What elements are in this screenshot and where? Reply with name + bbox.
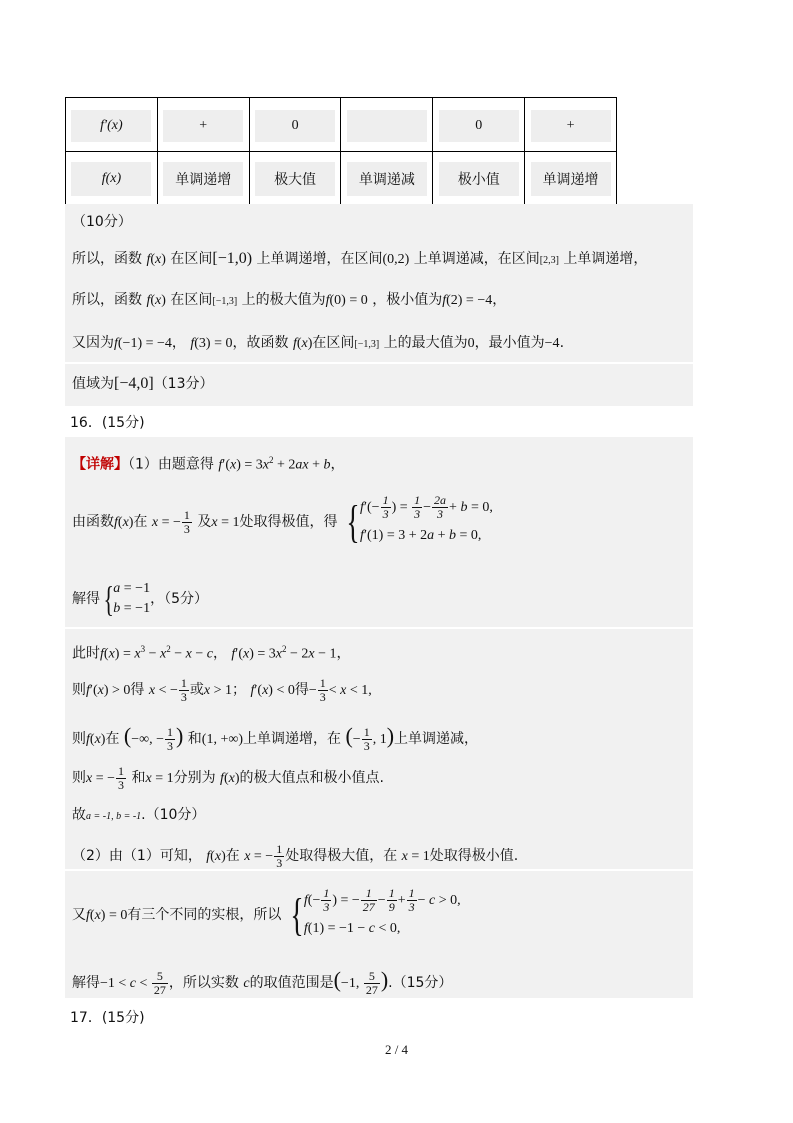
table-cell: 0 — [439, 110, 519, 142]
answer-line: 解得−1 < c < $\frac{5}{27}$ ，所以实数 c的取值范围是(−1, $\frac{5}{27}$ ).（15分） — [72, 967, 453, 997]
table-cell: 0 — [255, 110, 335, 142]
answer-line: 故a = -1, b = -1.（10分） — [72, 807, 206, 823]
score-line: （10分） — [72, 214, 132, 230]
sign-table — [65, 97, 617, 206]
answer-line: 【详解】（1）由题意得 $f'(x) = 3x^2 + 2ax + b$， — [72, 455, 345, 473]
answer-line: 此时$f(x) = x^3 - x^2 - x - c$， $f'(x) = 3x^2 - 2x - 1$， — [72, 644, 351, 662]
table-cell: + — [531, 110, 611, 142]
table-cell: 单调递增 — [163, 162, 243, 196]
answer-line: 又f(x) = 0有三个不同的实根，所以 { f(− $\frac{1}{3}$ ) = − $\frac{1}{27}$ − $\frac{1}{9}$ + $\frac{1}{3}$ − c > 0, f(1) = −1 − c < 0, — [72, 886, 461, 940]
answer-line: 则x = − $\frac{1}{3}$ 和x = 1分别为 f(x)的极大值点和极小值点. — [72, 763, 384, 792]
answer-line: 值域为[−4,0]（13分） — [72, 375, 214, 392]
table-cell: 极大值 — [255, 162, 335, 196]
answer-line: 则f′(x) > 0得 x < − $\frac{1}{3}$ 或x > 1； f′(x) < 0得− $\frac{1}{3}$ < x < 1, — [72, 675, 372, 704]
answer-line: 又因为f(−1) = −4， f(3) = 0，故函数 f(x)在区间[−1,3] 上的最大值为0，最小值为−4. — [72, 335, 565, 351]
answer-line: 则f(x)在 (−∞, − $\frac{1}{3}$ ) 和(1, +∞)上单调递增，在 (− $\frac{1}{3}$ , 1)上单调递减， — [72, 723, 479, 753]
table-cell — [347, 110, 427, 142]
question-title: 17．(15分) — [70, 1010, 145, 1026]
answer-line: 所以，函数 f(x) 在区间[−1,0) 上单调递增，在区间(0,2) 上单调递减，在区间[2,3] 上单调递增， — [72, 250, 648, 267]
answer-line: 由函数f(x)在 x = − $\frac{1}{3}$ 及x = 1处取得极值，得 { f′(− $\frac{1}{3}$ ) = $\frac{1}{3}$ − $\frac{2a}{3}$ + b = 0, f′(1) = 3 + 2a + b = 0, — [72, 493, 493, 547]
table-cell: + — [163, 110, 243, 142]
table-header-derivative: f′(x) — [71, 110, 151, 142]
table-header-function: f(x) — [71, 162, 151, 196]
table-cell: 单调递减 — [347, 162, 427, 196]
answer-line: 所以，函数 f(x) 在区间[−1,3] 上的极大值为f(0) = 0 ，极小值为f(2) = −4， — [72, 292, 507, 308]
question-title: 16．(15分) — [70, 415, 145, 431]
answer-line: 解得{ a = −1 b = −1 ，（5分） — [72, 579, 208, 619]
page-number: 2 / 4 — [384, 1042, 409, 1057]
table-cell: 单调递增 — [531, 162, 611, 196]
answer-line: （2）由（1）可知， f(x)在 x = − $\frac{1}{3}$ 处取得极大值，在 x = 1处取得极小值. — [72, 841, 519, 870]
table-cell: 极小值 — [439, 162, 519, 196]
